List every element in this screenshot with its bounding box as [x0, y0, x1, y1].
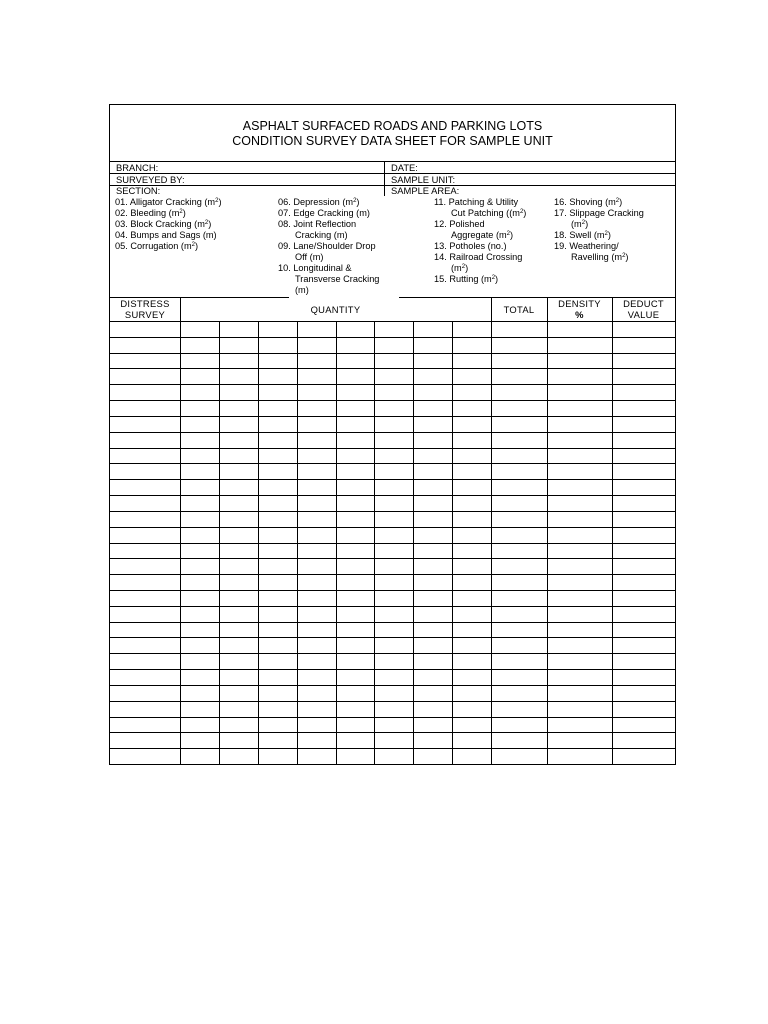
- distress-type-text: (m: [451, 263, 462, 273]
- distress-type-text: 13. Potholes (no.): [434, 241, 507, 251]
- distress-type-text: 08. Joint Reflection: [278, 219, 357, 229]
- deduct-value-header: [612, 298, 675, 320]
- distress-type-tail: ): [356, 197, 360, 207]
- density-header: [547, 298, 612, 320]
- distress-type-tail: ): [619, 197, 623, 207]
- distress-type-text: Cracking (m): [295, 230, 348, 240]
- distress-type-text: 03. Block Cracking (m: [115, 219, 205, 229]
- distress-type-text: 17. Slippage Cracking: [554, 208, 644, 218]
- distress-type-tail: ): [607, 230, 611, 240]
- distress-type-tail: ): [218, 197, 222, 207]
- distress-type-text: 02. Bleeding (m: [115, 208, 180, 218]
- distress-type-text: Aggregate (m: [451, 230, 507, 240]
- superscript: 2: [519, 209, 524, 215]
- superscript: 2: [204, 220, 209, 226]
- distress-survey-header: [110, 298, 180, 320]
- distress-type-text: 18. Swell (m: [554, 230, 605, 240]
- header-survey: SURVEY: [124, 309, 166, 320]
- superscript: 2: [179, 209, 183, 215]
- total-header: TOTAL: [503, 304, 535, 315]
- header-deduct: DEDUCT: [623, 298, 664, 309]
- distress-type-tail: ): [585, 219, 589, 229]
- superscript: 2: [461, 264, 466, 270]
- distress-type-text: 04. Bumps and Sags (m): [115, 230, 217, 240]
- survey-table-grid: [110, 105, 677, 766]
- distress-type-text: Transverse Cracking: [295, 274, 380, 284]
- quantity-header: QUANTITY: [310, 304, 361, 315]
- branch-label: BRANCH:: [116, 162, 159, 173]
- distress-type-tail: ): [625, 252, 629, 262]
- header-percent: %: [575, 309, 584, 320]
- distress-type-text: 07. Edge Cracking (m): [278, 208, 370, 218]
- superscript: 2: [604, 231, 608, 237]
- section-label: SECTION:: [116, 185, 161, 196]
- distress-type-tail: ): [510, 230, 514, 240]
- distress-type-text: Off (m): [295, 252, 324, 262]
- superscript: 2: [506, 231, 511, 237]
- header-value: VALUE: [627, 309, 660, 320]
- distress-type-tail: ): [495, 274, 499, 284]
- superscript: 2: [581, 220, 586, 226]
- superscript: 2: [491, 275, 496, 281]
- distress-type-text: 19. Weathering/: [554, 241, 619, 251]
- distress-type-tail: ): [208, 219, 212, 229]
- title-line-2: CONDITION SURVEY DATA SHEET FOR SAMPLE UNIT: [232, 134, 553, 148]
- sample-area-label: SAMPLE AREA:: [391, 185, 460, 196]
- date-label: DATE:: [391, 162, 418, 173]
- header-distress: DISTRESS: [120, 298, 170, 309]
- distress-type-text: 05. Corrugation (m: [115, 241, 192, 251]
- superscript: 2: [622, 253, 626, 259]
- distress-type-text: (m: [571, 219, 582, 229]
- superscript: 2: [191, 242, 195, 248]
- distress-type-text: 01. Alligator Cracking (m: [115, 197, 216, 207]
- distress-type-text: Ravelling (m: [571, 252, 623, 262]
- distress-type-tail: ): [194, 241, 199, 251]
- superscript: 2: [353, 198, 357, 204]
- distress-type-text: (m): [295, 285, 309, 295]
- title-line-1: ASPHALT SURFACED ROADS AND PARKING LOTS: [242, 119, 543, 133]
- sample-unit-label: SAMPLE UNIT:: [391, 174, 456, 185]
- superscript: 2: [215, 198, 219, 204]
- distress-type-tail: ): [465, 263, 469, 273]
- distress-type-text: 14. Railroad Crossing: [434, 252, 523, 262]
- distress-type-tail: ): [523, 208, 527, 218]
- distress-type-text: 10. Longitudinal &: [278, 263, 352, 273]
- condition-survey-sheet: [109, 104, 676, 765]
- surveyed-by-label: SURVEYED BY:: [116, 174, 185, 185]
- distress-type-text: 16. Shoving (m: [554, 197, 616, 207]
- distress-type-text: 11. Patching & Utility: [434, 197, 519, 207]
- distress-type-text: 09. Lane/Shoulder Drop: [278, 241, 376, 251]
- distress-type-text: Cut Patching ((m: [451, 208, 520, 218]
- distress-type-tail: ): [182, 208, 186, 218]
- distress-type-text: 15. Rutting (m: [434, 274, 492, 284]
- header-density: DENSITY: [558, 298, 601, 309]
- distress-type-text: 12. Polished: [434, 219, 485, 229]
- superscript: 2: [615, 198, 620, 204]
- distress-type-text: 06. Depression (m: [278, 197, 354, 207]
